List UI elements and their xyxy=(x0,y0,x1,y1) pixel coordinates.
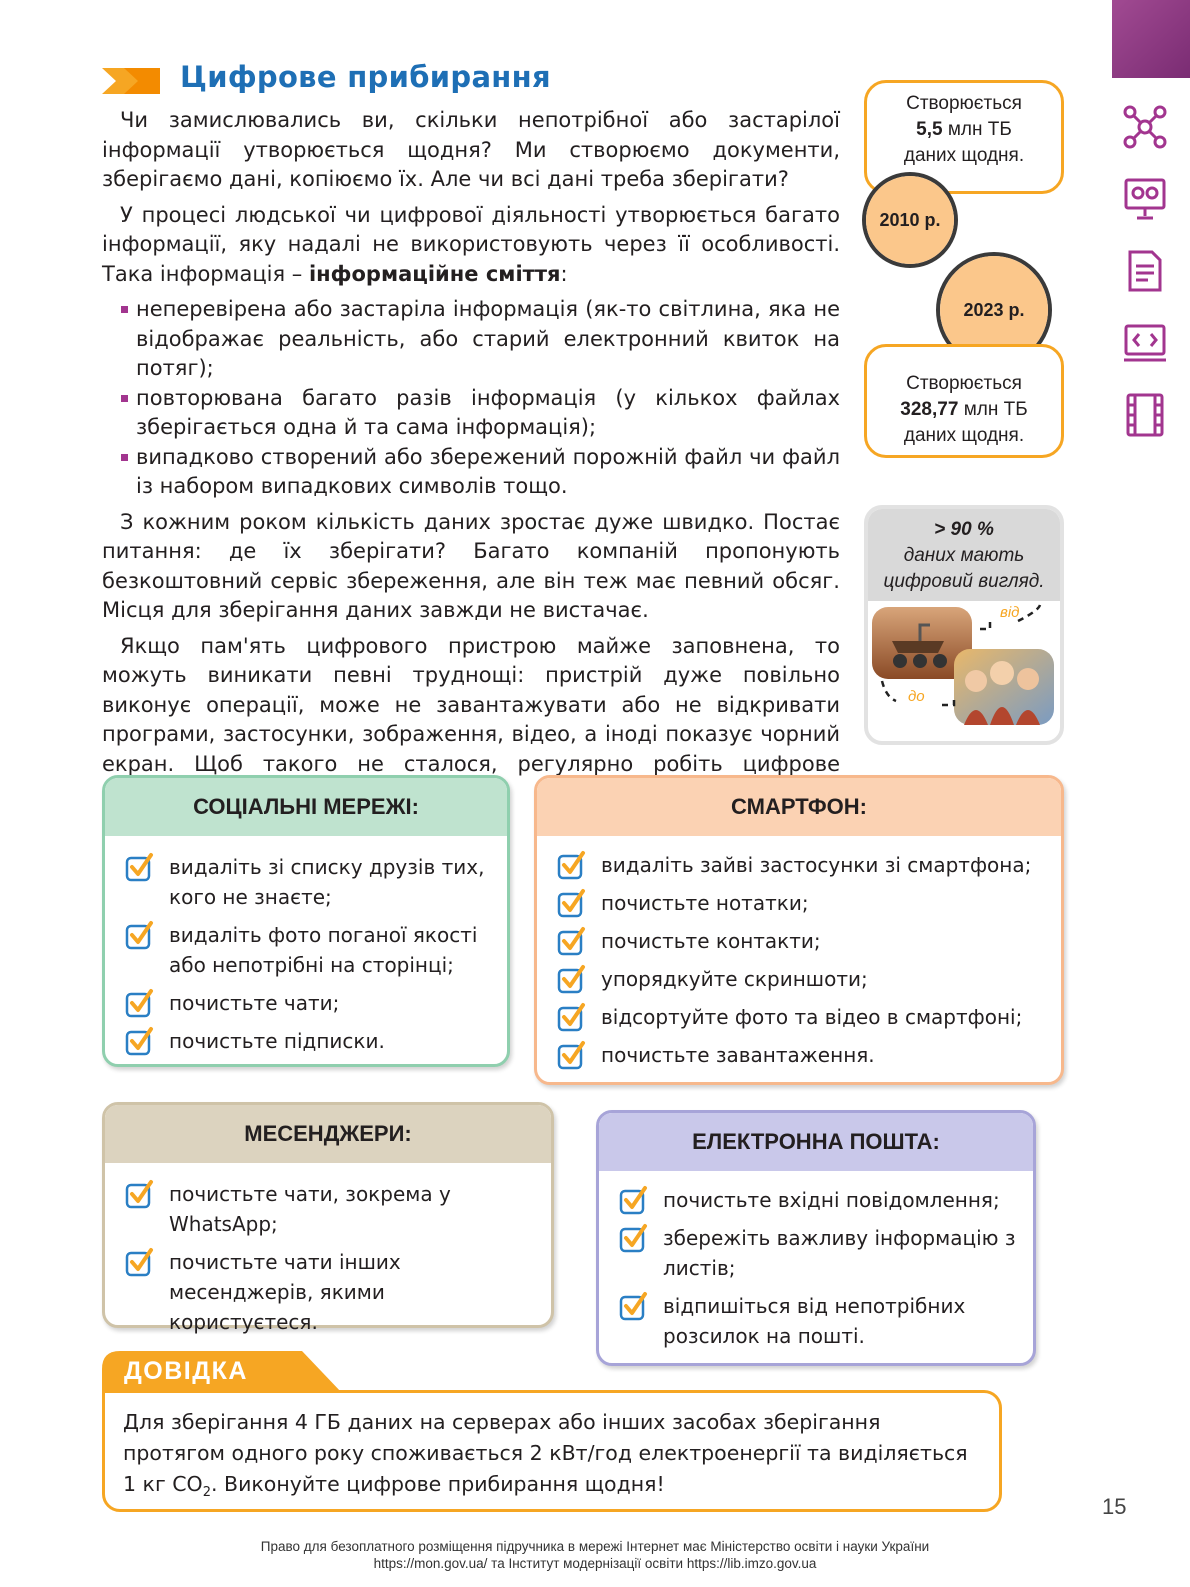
stat-2010: Створюється 5,5 млн ТБ даних щодня. xyxy=(864,80,1064,194)
reference-box: Для зберігання 4 ГБ даних на серверах або інших засобах зберігання протягом одного року споживається 2 кВт/год електроенергії та виділяється 1 кг $CO_2$. Виконуйте цифрове прибирання щодня! xyxy=(102,1390,1002,1512)
checkbox-icon xyxy=(125,1026,155,1056)
chapter-tab xyxy=(1112,0,1190,78)
paragraph-1: Чи замислювались ви, скільки непотрібної або застарілої інформації утворюється щодня? Ми створюємо документи, зберігаємо дані, копіюємо їх. Але чи всі дані треба зберігати? xyxy=(102,108,840,191)
email-title: ЕЛЕКТРОННА ПОШТА: xyxy=(599,1113,1033,1171)
checkbox-icon xyxy=(125,988,155,1018)
footer: Право для безоплатного розміщення підручника в мережі Інтернет має Міністерство освіти і науки України https://mon.gov.ua/ та Інститут модернізації освіти https://lib.imzo.gov.ua xyxy=(260,1539,930,1571)
list-item: повторювана багато разів інформація (у кількох файлах зберігається одна й та сама інформація); xyxy=(136,384,840,443)
social-networks-title: СОЦІАЛЬНІ МЕРЕЖІ: xyxy=(105,778,507,836)
email-box xyxy=(596,1110,1036,1366)
list-item: видаліть зайві застосунки зі смартфона; xyxy=(557,850,1047,880)
fact-card xyxy=(864,505,1064,745)
list-item: неперевірена або застаріла інформація (як-то світлина, яка не відображає реальність, або старий електронний квиток на потяг); xyxy=(136,295,840,384)
list-item: почистьте завантаження. xyxy=(557,1040,1047,1070)
checkbox-icon xyxy=(125,920,155,950)
checkbox-icon xyxy=(557,850,587,880)
checkbox-icon xyxy=(557,888,587,918)
title-marker-icon xyxy=(102,68,160,94)
list-item: відпишіться від непотрібних розсилок на пошті. xyxy=(619,1291,1019,1351)
body-text xyxy=(102,106,840,815)
checkbox-icon xyxy=(557,1040,587,1070)
smartphone-box xyxy=(534,775,1064,1085)
messengers-box xyxy=(102,1102,554,1334)
year-2023-badge: 2023 р. xyxy=(940,256,1048,364)
list-item: почистьте вхідні повідомлення; xyxy=(619,1185,1019,1215)
term-info-trash: інформаційне сміття xyxy=(308,261,561,286)
from-label: від xyxy=(1000,604,1020,621)
network-icon[interactable] xyxy=(1122,104,1168,150)
trash-list xyxy=(102,295,840,502)
reference-title: ДОВІДКА xyxy=(124,1357,248,1385)
checkbox-icon xyxy=(125,1179,155,1209)
stat-2023: Створюється 328,77 млн ТБ даних щодня. xyxy=(864,344,1064,458)
smartphone-title: СМАРТФОН: xyxy=(537,778,1061,836)
checkbox-icon xyxy=(557,926,587,956)
checkbox-icon xyxy=(557,1002,587,1032)
list-item: випадково створений або збережений порожній файл чи файл із набором випадкових символів тощо. xyxy=(136,443,840,502)
list-item: почистьте чати інших месенджерів, якими користуєтеся. xyxy=(125,1247,471,1337)
code-icon[interactable] xyxy=(1122,320,1168,366)
to-label: до xyxy=(908,688,925,705)
video-icon[interactable] xyxy=(1122,392,1168,438)
list-item: почистьте чати; xyxy=(125,988,493,1018)
paragraph-2: У процесі людської чи цифрової діяльності утворюється багато інформації, яку надалі не використовують через її особливості. Така інформація – інформаційне сміття: xyxy=(102,202,840,286)
checkbox-icon xyxy=(125,852,155,882)
document-icon[interactable] xyxy=(1122,248,1168,294)
list-item: видаліть зі списку друзів тих, кого не знаєте; xyxy=(125,852,493,912)
checkbox-icon xyxy=(125,1247,155,1277)
list-item: упорядкуйте скриншоти; xyxy=(557,964,1047,994)
checkbox-icon xyxy=(619,1223,649,1253)
list-item: почистьте підписки. xyxy=(125,1026,493,1056)
paragraph-4: Якщо пам'ять цифрового пристрою майже заповнена, то можуть виникати певні труднощі: пристрій дуже повільно виконує операції, може не завантажувати або не відкривати програми, застосунки, зображення, відео, а іноді показує чорний екран. Щоб такого не сталося, регулярно робіть цифрове xyxy=(102,633,840,776)
list-item: відсортуйте фото та відео в смартфоні; xyxy=(557,1002,1047,1032)
list-item: почистьте контакти; xyxy=(557,926,1047,956)
checkbox-icon xyxy=(619,1291,649,1321)
year-2010-badge: 2010 р. xyxy=(866,176,954,264)
section-title: Цифрове прибирання xyxy=(180,60,551,94)
messengers-title: МЕСЕНДЖЕРИ: xyxy=(105,1105,551,1163)
evolution-illustration xyxy=(868,601,1060,741)
list-item: почистьте нотатки; xyxy=(557,888,1047,918)
list-item: почистьте чати, зокрема у WhatsApp; xyxy=(125,1179,471,1239)
page-number: 15 xyxy=(1102,1494,1127,1519)
social-networks-box xyxy=(102,775,510,1067)
fact-head: > 90 % даних мають цифровий вигляд. xyxy=(868,509,1060,601)
presentation-icon[interactable] xyxy=(1122,176,1168,222)
list-item: збережіть важливу інформацію з листів; xyxy=(619,1223,1019,1283)
checkbox-icon xyxy=(619,1185,649,1215)
paragraph-3: З кожним роком кількість даних зростає дуже швидко. Постає питання: де їх зберігати? Багато компаній пропонують безкоштовний сервіс збереження, але він теж має певний обсяг. Місця для зберігання даних завжди не вистачає. xyxy=(102,509,840,622)
list-item: видаліть фото поганої якості або непотрібні на сторінці; xyxy=(125,920,493,980)
checkbox-icon xyxy=(557,964,587,994)
